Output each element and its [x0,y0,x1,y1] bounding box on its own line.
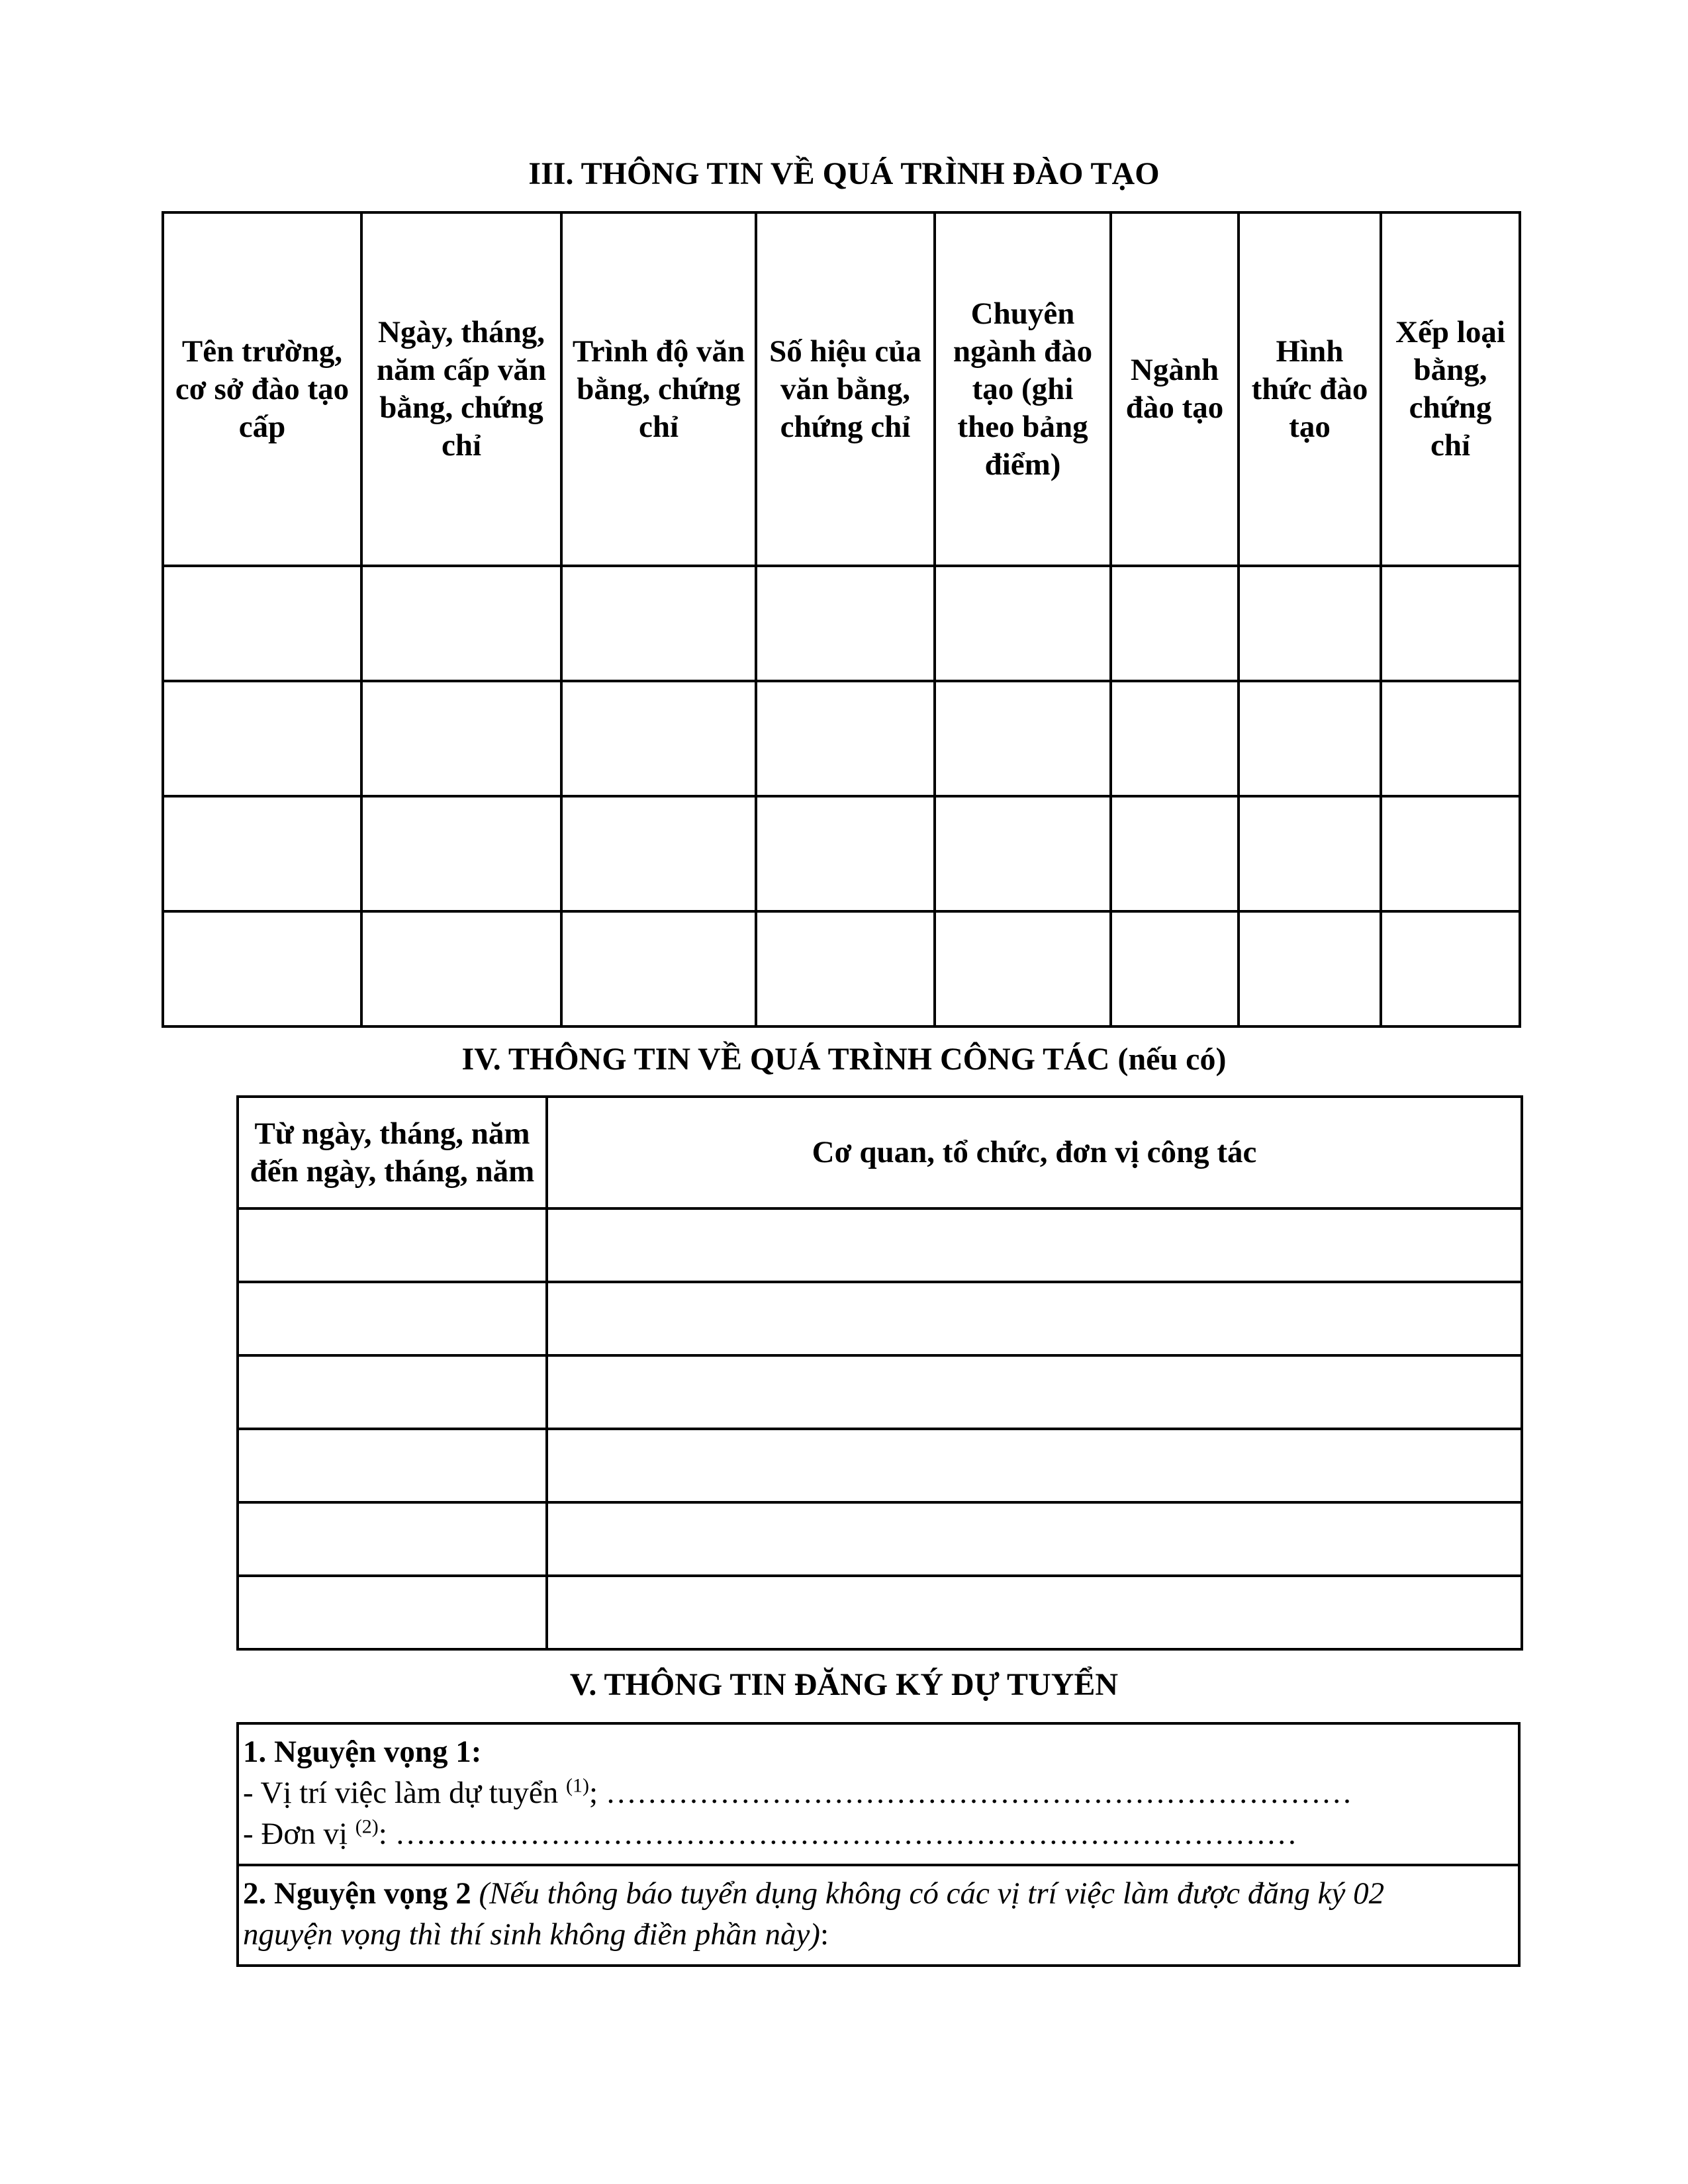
position-field[interactable]: - Vị trí việc làm dự tuyển $^{(1)}$; ……………………………………………………………… [243,1774,1352,1810]
table-cell[interactable] [1111,681,1239,796]
table-cell[interactable] [547,1502,1522,1576]
table-header-row [163,212,1520,566]
table-cell[interactable] [1239,796,1381,911]
table-cell[interactable] [561,681,756,796]
table-row [163,911,1520,1026]
section-3-title: III. THÔNG TIN VỀ QUÁ TRÌNH ĐÀO TẠO [528,156,1160,191]
table-cell[interactable] [1381,681,1520,796]
table-header-row [238,1097,1522,1208]
table-cell[interactable] [756,681,935,796]
column-header: Chuyên ngành đào tạo (ghi theo bảng điểm) [935,212,1111,566]
table-cell[interactable] [1239,681,1381,796]
table-cell[interactable] [756,566,935,681]
table-row [238,1576,1522,1649]
table-cell[interactable] [163,566,361,681]
table-cell[interactable] [756,911,935,1026]
column-header: Ngày, tháng, năm cấp văn bằng, chứng chỉ [361,212,561,566]
table-cell[interactable] [163,911,361,1026]
table-cell[interactable] [547,1576,1522,1649]
table-cell[interactable] [1111,911,1239,1026]
table-cell[interactable] [361,796,561,911]
section-4-title: IV. THÔNG TIN VỀ QUÁ TRÌNH CÔNG TÁC (nếu có) [461,1042,1227,1077]
table-cell[interactable] [1239,911,1381,1026]
table-cell[interactable] [935,681,1111,796]
wish-2-label: 2. Nguyện vọng 2 [243,1876,471,1911]
column-header: Xếp loại bằng, chứng chỉ [1381,212,1520,566]
column-header: Trình độ văn bằng, chứng chỉ [561,212,756,566]
position-dots[interactable]: ……………………………………………………………… [605,1776,1352,1810]
table-cell[interactable] [935,796,1111,911]
table-cell[interactable] [361,681,561,796]
table-cell[interactable] [547,1355,1522,1429]
column-header: Tên trường, cơ sở đào tạo cấp [163,212,361,566]
table-row [238,1429,1522,1502]
unit-field[interactable]: - Đơn vị $^{(2)}$: …………………………………………………………………………… [243,1815,1297,1851]
table-row [163,796,1520,911]
wish-2-note: (Nếu thông báo tuyển dụng không có các vị trí việc làm được đăng ký 02 [471,1876,1385,1911]
column-header: Từ ngày, tháng, năm đến ngày, tháng, năm [238,1097,547,1208]
section-5-title: V. THÔNG TIN ĐĂNG KÝ DỰ TUYỂN [569,1667,1119,1702]
column-header: Ngành đào tạo [1111,212,1239,566]
table-cell[interactable] [935,911,1111,1026]
training-history-table [162,211,1521,1028]
table-row [238,1502,1522,1576]
column-header: Cơ quan, tổ chức, đơn vị công tác [547,1097,1522,1208]
table-cell[interactable] [238,1502,547,1576]
table-cell[interactable] [238,1576,547,1649]
table-cell[interactable] [756,796,935,911]
table-cell[interactable] [238,1355,547,1429]
table-cell[interactable] [238,1429,547,1502]
table-cell[interactable] [1381,566,1520,681]
column-header: Hình thức đào tạo [1239,212,1381,566]
column-header: Số hiệu của văn bằng, chứng chỉ [756,212,935,566]
unit-dots[interactable]: …………………………………………………………………………… [395,1817,1297,1851]
table-row [238,1355,1522,1429]
table-cell[interactable] [1381,911,1520,1026]
wish-2-cell: 2. Nguyện vọng 2 (Nếu thông báo tuyển dụng không có các vị trí việc làm được đăng ký 02 nguyện vọng thì thí sinh không điền phần này): [238,1865,1519,1966]
table-row [238,1208,1522,1282]
table-cell[interactable] [1111,566,1239,681]
table-cell[interactable] [163,796,361,911]
table-row [163,681,1520,796]
table-cell[interactable] [238,1208,547,1282]
registration-table [236,1722,1521,1967]
table-cell[interactable] [1111,796,1239,911]
table-cell[interactable] [1239,566,1381,681]
table-row [238,1282,1522,1355]
table-cell[interactable] [935,566,1111,681]
table-cell[interactable] [561,566,756,681]
wish-1-cell [238,1723,1519,1865]
table-cell[interactable] [361,911,561,1026]
wish-1-label: 1. Nguyện vọng 1: [243,1735,482,1769]
table-cell[interactable] [547,1429,1522,1502]
table-cell[interactable] [561,911,756,1026]
table-cell[interactable] [361,566,561,681]
table-cell[interactable] [561,796,756,911]
table-cell[interactable] [547,1208,1522,1282]
table-row [163,566,1520,681]
table-cell[interactable] [163,681,361,796]
table-cell[interactable] [238,1282,547,1355]
table-cell[interactable] [1381,796,1520,911]
work-history-table [236,1095,1523,1651]
table-cell[interactable] [547,1282,1522,1355]
